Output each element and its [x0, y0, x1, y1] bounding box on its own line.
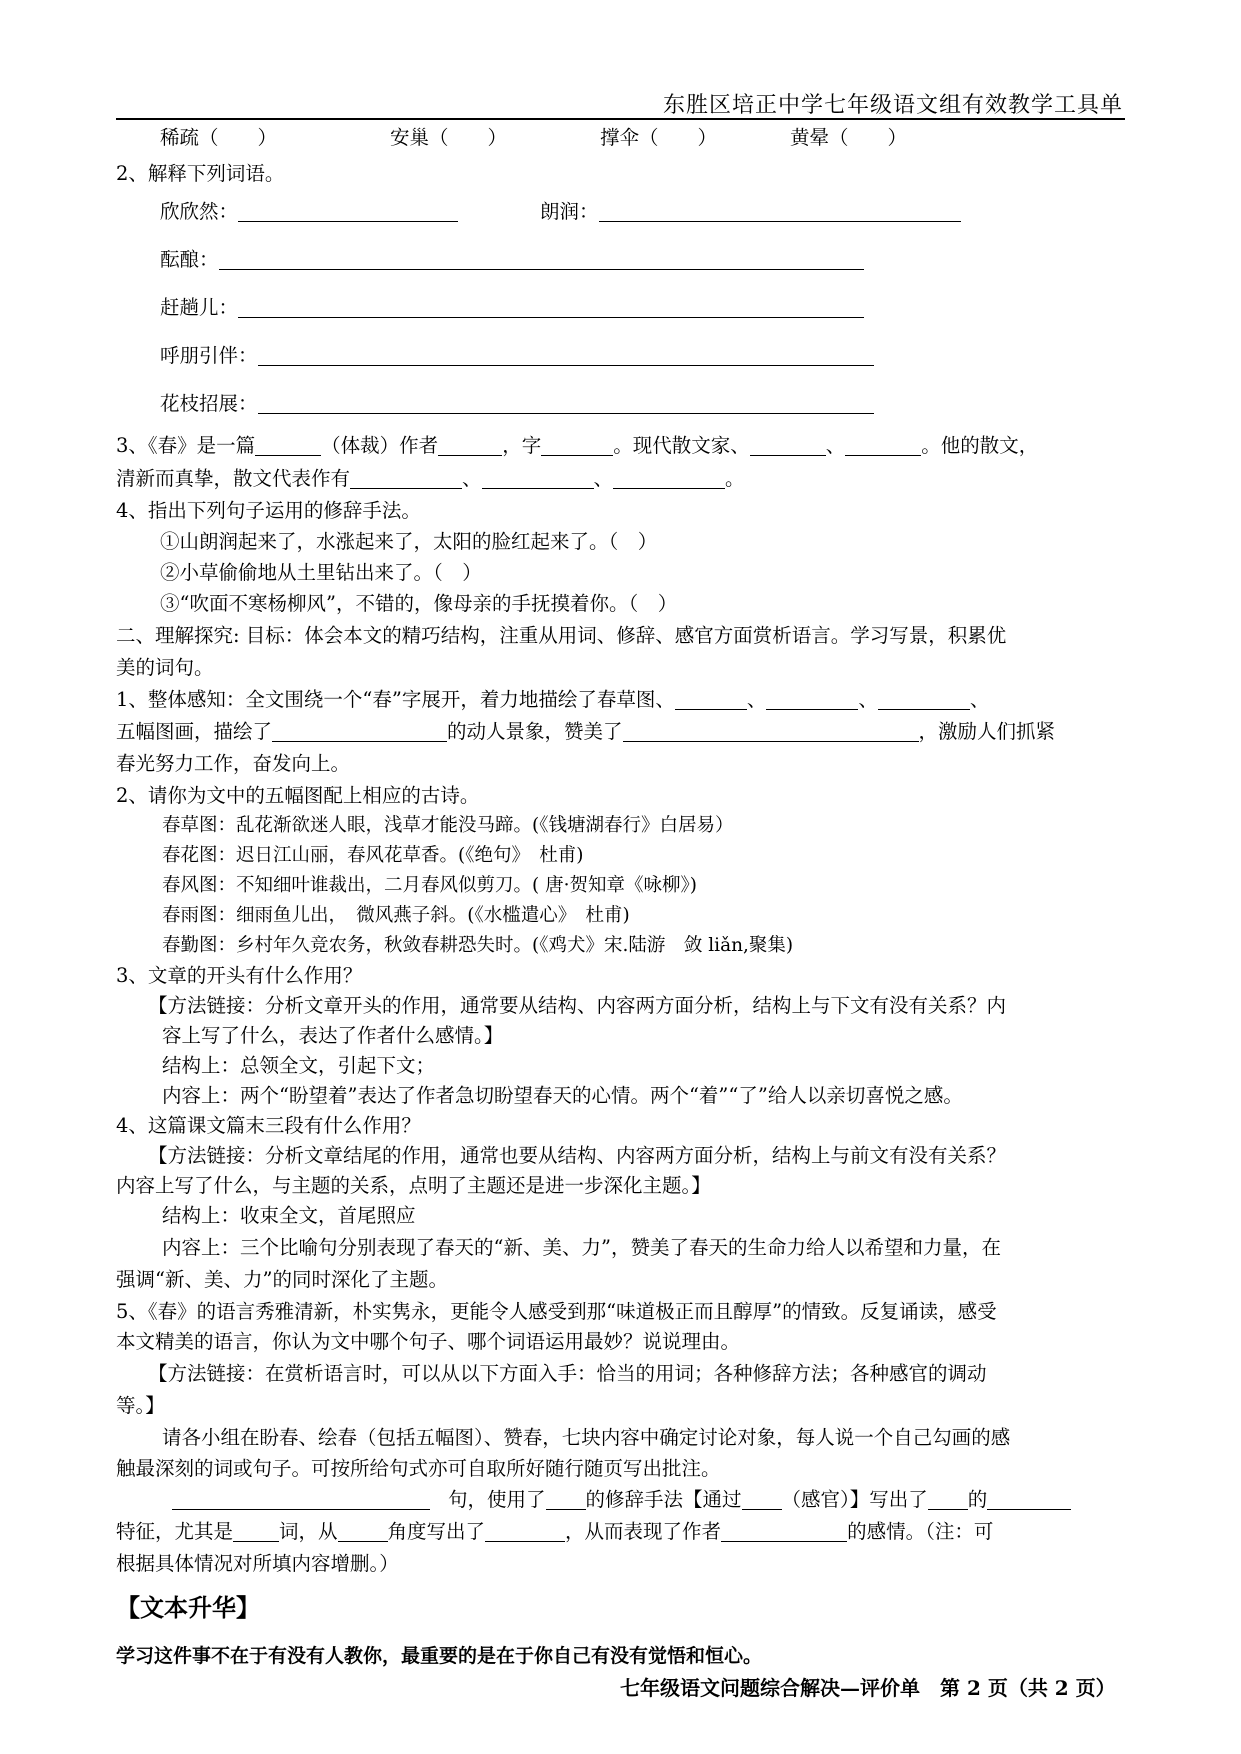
- answer-blank[interactable]: [350, 468, 462, 489]
- template-text: 特征，尤其是: [116, 1520, 234, 1543]
- q3-text: ，字: [502, 434, 542, 457]
- s5-template-line3: 根据具体情况对所填内容增删。）: [116, 1552, 399, 1575]
- s5-task: 触最深刻的词或句子。可按所给句式亦可自取所好随行随页写出批注。: [116, 1457, 721, 1480]
- s3-title: 3、文章的开头有什么作用？: [116, 964, 363, 987]
- page-footer: 七年级语文问题综合解决—评价单 第 2 页（共 2 页）: [620, 1676, 1116, 1700]
- answer-blank[interactable]: [219, 249, 864, 270]
- answer-blank[interactable]: [721, 1521, 847, 1542]
- q4-title: 4、指出下列句子运用的修辞手法。: [116, 499, 421, 522]
- answer-blank[interactable]: [546, 1489, 586, 1510]
- rhetoric-item: ③“吹面不寒杨柳风”，不错的，像母亲的手抚摸着你。（ ）: [160, 592, 678, 615]
- s1-text: 、: [969, 688, 990, 711]
- answer-blank[interactable]: [623, 721, 919, 742]
- answer-blank[interactable]: [485, 1521, 565, 1542]
- s5-template-line1: [172, 1486, 1071, 1514]
- answer-blank[interactable]: [928, 1489, 968, 1510]
- answer-content: 内容上：三个比喻句分别表现了春天的“新、美、力”，赞美了春天的生命力给人以希望和力量，在: [162, 1236, 1001, 1259]
- template-text: 句，使用了: [448, 1488, 546, 1511]
- term-line: [540, 198, 961, 226]
- template-text: 角度写出了: [387, 1520, 486, 1543]
- term-label: 欣欣然：: [160, 200, 239, 223]
- poem-line: 春花图：迟日江山丽，春风花草香。(《绝句》 杜甫): [162, 845, 584, 866]
- answer-blank[interactable]: [338, 1521, 388, 1542]
- poem-line: 春风图：不知细叶谁裁出，二月春风似剪刀。( 唐·贺知章《咏柳》): [162, 875, 697, 896]
- answer-blank[interactable]: [438, 435, 502, 456]
- q2-title: 2、解释下列词语。: [116, 162, 285, 185]
- part2-intro: 二、理解探究: 目标：体会本文的精巧结构，注重从用词、修辞、感官方面赏析语言。学习写景，积累优: [116, 624, 1007, 647]
- method-link: 内容上写了什么，与主题的关系，点明了主题还是进一步深化主题。】: [116, 1174, 711, 1197]
- template-text: （感官）】写出了: [781, 1488, 928, 1511]
- q3-text: （体裁）作者: [321, 434, 439, 457]
- section-title: 【文本升华】: [116, 1593, 260, 1622]
- answer-content: 内容上：两个“盼望着”表达了作者急切盼望春天的心情。两个“着”“了”给人以亲切喜悦之感。: [162, 1084, 963, 1107]
- poem-line: 春草图：乱花渐欲迷人眼，浅草才能没马蹄。(《钱塘湖春行》白居易）: [162, 815, 734, 836]
- s1-text: 1、整体感知：全文围绕一个“春”字展开，着力地描绘了春草图、: [116, 688, 675, 711]
- template-text: 的感情。（注：可: [847, 1520, 994, 1543]
- method-link: 【方法链接：在赏析语言时，可以从以下方面入手：恰当的用词；各种修辞方法；各种感官的调动: [148, 1362, 987, 1385]
- answer-blank[interactable]: [750, 435, 826, 456]
- s5-question: 5、《春》的语言秀雅清新，朴实隽永，更能令人感受到那“味道极正而且醇厚”的情致。反复诵读，感受: [116, 1300, 997, 1323]
- pinyin-item: 安巢（ ）: [390, 126, 508, 149]
- pinyin-item: 撑伞（ ）: [600, 126, 718, 149]
- motto-quote: 学习这件事不在于有没有人教你，最重要的是在于你自己有没有觉悟和恒心。: [116, 1645, 763, 1667]
- s5-task: 请各小组在盼春、绘春（包括五幅图）、赞春，七块内容中确定讨论对象，每人说一个自己勾画的感: [162, 1426, 1011, 1449]
- q3-line1: [116, 432, 1038, 460]
- q3-text: 、: [825, 434, 846, 457]
- q3-text: 。他的散文，: [921, 434, 1039, 457]
- answer-structure: 结构上：总领全文，引起下文；: [162, 1054, 436, 1077]
- term-label: 酝酿：: [160, 248, 219, 271]
- answer-blank[interactable]: [233, 1521, 279, 1542]
- s1-text: 、: [746, 688, 767, 711]
- pinyin-item: 稀疏（ ）: [160, 126, 278, 149]
- s1-line2: [116, 718, 1055, 746]
- term-label: 朗润：: [540, 200, 599, 223]
- answer-blank[interactable]: [541, 435, 613, 456]
- answer-blank[interactable]: [238, 297, 864, 318]
- answer-blank[interactable]: [172, 1489, 430, 1510]
- method-link: 容上写了什么，表达了作者什么感情。】: [162, 1024, 504, 1047]
- answer-blank[interactable]: [599, 201, 961, 222]
- method-link: 【方法链接：分析文章结尾的作用，通常也要从结构、内容两方面分析，结构上与前文有没有关系？: [148, 1144, 1007, 1167]
- q3-text: 、: [462, 467, 482, 490]
- template-text: 词，从: [279, 1520, 338, 1543]
- term-label: 呼朋引伴：: [160, 344, 258, 367]
- rhetoric-item: ②小草偷偷地从土里钻出来了。（ ）: [160, 561, 482, 584]
- q3-line2: [116, 465, 745, 493]
- poem-line: 春勤图：乡村年久竞农务，秋敛春耕恐失时。(《鸡犬》宋.陆游 敛 liǎn,聚集): [162, 935, 794, 956]
- method-link: 等。】: [116, 1394, 165, 1417]
- answer-blank[interactable]: [272, 721, 447, 742]
- page-header: 东胜区培正中学七年级语文组有效教学工具单: [662, 93, 1123, 118]
- answer-blank[interactable]: [845, 435, 921, 456]
- template-text: 的: [967, 1488, 988, 1511]
- q3-text: 3、《春》是一篇: [116, 434, 256, 457]
- s1-line3: 春光努力工作，奋发向上。: [116, 752, 351, 775]
- term-line: [160, 342, 874, 370]
- term-label: 花枝招展：: [160, 392, 258, 415]
- header-rule: [116, 118, 1125, 120]
- term-label: 赶趟儿：: [160, 296, 239, 319]
- q3-text: 。现代散文家、: [613, 434, 750, 457]
- s1-line1: [116, 686, 989, 714]
- answer-blank[interactable]: [258, 393, 874, 414]
- answer-blank[interactable]: [766, 689, 858, 710]
- answer-blank[interactable]: [613, 468, 725, 489]
- answer-blank[interactable]: [675, 689, 747, 710]
- template-text: ，从而表现了作者: [565, 1520, 722, 1543]
- s5-template-line2: [116, 1518, 993, 1546]
- q3-text: 。: [725, 467, 745, 490]
- s1-text: 五幅图画，描绘了: [116, 720, 273, 743]
- q3-text: 、: [593, 467, 614, 490]
- term-line: [160, 198, 458, 226]
- answer-blank[interactable]: [987, 1489, 1071, 1510]
- pinyin-item: 黄晕（ ）: [790, 126, 908, 149]
- template-text: 的修辞手法【通过: [585, 1488, 742, 1511]
- s2-title: 2、请你为文中的五幅图配上相应的古诗。: [116, 784, 480, 807]
- answer-content: 强调“新、美、力”的同时深化了主题。: [116, 1268, 448, 1291]
- term-line: [160, 246, 864, 274]
- method-link: 【方法链接：分析文章开头的作用，通常要从结构、内容两方面分析，结构上与下文有没有关系？内: [148, 994, 1007, 1017]
- s1-text: 、: [858, 688, 878, 711]
- s1-text: 的动人景象，赞美了: [447, 720, 623, 743]
- s5-question: 本文精美的语言，你认为文中哪个句子、哪个词语运用最妙？说说理由。: [116, 1330, 741, 1353]
- answer-blank[interactable]: [742, 1489, 782, 1510]
- poem-line: 春雨图：细雨鱼儿出， 微风燕子斜。(《水槛遣心》 杜甫): [162, 905, 630, 926]
- answer-blank[interactable]: [258, 345, 874, 366]
- answer-blank[interactable]: [255, 435, 321, 456]
- answer-structure: 结构上：收束全文，首尾照应: [162, 1204, 416, 1227]
- part2-intro: 美的词句。: [116, 656, 214, 679]
- s1-text: ，激励人们抓紧: [918, 720, 1056, 743]
- q3-text: 清新而真挚，散文代表作有: [116, 467, 351, 490]
- term-line: [160, 294, 864, 322]
- s4-title: 4、这篇课文篇末三段有什么作用？: [116, 1114, 421, 1137]
- answer-blank[interactable]: [878, 689, 970, 710]
- answer-blank[interactable]: [238, 201, 458, 222]
- answer-blank[interactable]: [482, 468, 594, 489]
- term-line: [160, 390, 874, 418]
- rhetoric-item: ①山朗润起来了，水涨起来了，太阳的脸红起来了。（ ）: [160, 530, 658, 553]
